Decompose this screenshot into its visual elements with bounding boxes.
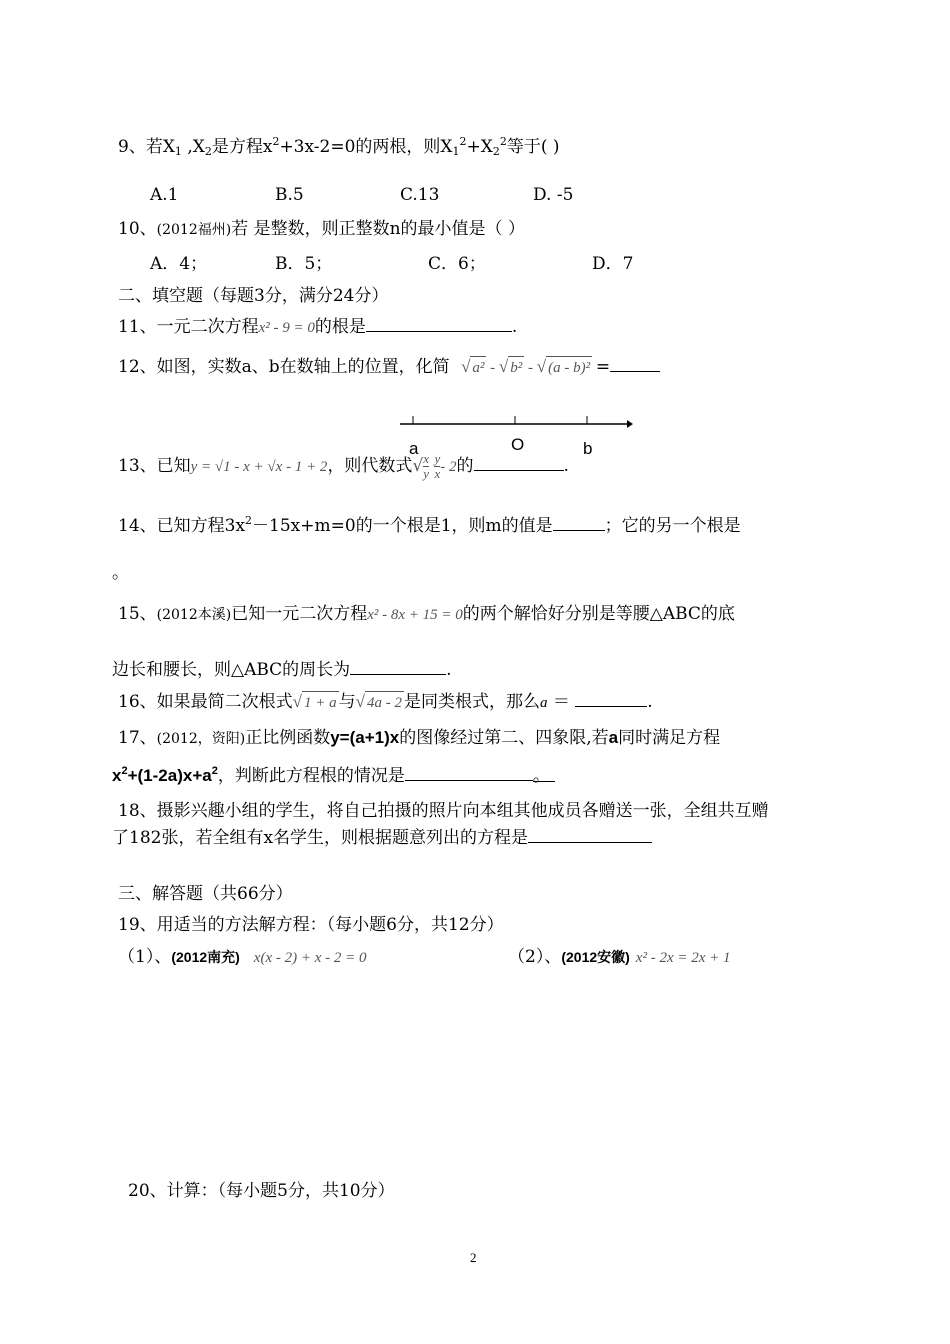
- q17-text: 同时满足方程: [618, 728, 721, 748]
- answer-blank[interactable]: [366, 315, 512, 332]
- q9-line: [118, 136, 560, 158]
- subscript: 1: [174, 145, 182, 158]
- q19-title: 19、用适当的方法解方程：（每小题6分，共12分）: [118, 915, 504, 935]
- q15-text: 边长和腰长，则△ABC的周长为: [112, 660, 351, 680]
- superscript: 2: [245, 514, 253, 527]
- q18-text: 了182张，若全组有x名学生，则根据题意列出的方程是: [112, 828, 529, 848]
- q15-math: x² - 8x + 15 = 0: [367, 607, 463, 623]
- q17-eq: x: [112, 766, 122, 785]
- q13-text: 的: [456, 456, 474, 476]
- axis-label-b: b: [583, 439, 593, 458]
- q9-option-a: A.1: [150, 185, 179, 205]
- q12-text: =: [595, 357, 611, 377]
- q14-text: ；它的另一个根是: [604, 516, 741, 536]
- q10-option-a: A．4；: [150, 254, 208, 274]
- superscript: 2: [459, 135, 467, 148]
- radicand: 1 + a: [302, 691, 339, 714]
- radicand: (a - b)²: [546, 356, 592, 379]
- page-number: 2: [470, 1250, 477, 1265]
- q17-func: y=(a+1)x: [330, 728, 400, 747]
- q12-line: [118, 355, 660, 379]
- q11-line: [118, 315, 517, 339]
- subscript: 2: [204, 145, 212, 158]
- q19-math: x(x - 2) + x - 2 = 0: [253, 950, 367, 966]
- section-3-title: 三、解答题（共66分）: [118, 884, 293, 904]
- q9-option-c: C.13: [400, 185, 440, 205]
- q9-text: 等于( ): [506, 137, 560, 157]
- q16-text: 是同类根式，那么: [403, 692, 540, 712]
- q17-text: ，判断此方程根的情况是: [217, 766, 405, 786]
- q10-line: [118, 218, 525, 241]
- section-2-title: 二、填空题（每题3分，满分24分）: [118, 286, 389, 306]
- axis-label-a: a: [409, 439, 419, 458]
- q17-text: 的图像经过第二、四象限,若: [399, 728, 609, 748]
- q9-text: ,X: [181, 137, 205, 157]
- q11-text: 的根是: [314, 317, 366, 337]
- q17-source: (2012，资阳): [156, 731, 246, 747]
- q16-text: .: [647, 692, 653, 712]
- numerator: y: [434, 451, 441, 466]
- q20-title: 20、计算：（每小题5分，共10分）: [128, 1181, 395, 1201]
- q19-part-2: [508, 946, 731, 969]
- q16-var: a: [539, 695, 548, 711]
- q9-text: 9、若X: [118, 137, 175, 157]
- q19-source: (2012安徽): [561, 949, 630, 965]
- q15-text: .: [446, 660, 452, 680]
- q10-option-c: C．6；: [428, 254, 486, 274]
- q15-text: 的两个解恰好分别是等腰△ABC的底: [462, 604, 735, 624]
- superscript: 2: [211, 765, 218, 777]
- q17-eq: +(1-2a)x+a: [127, 766, 212, 785]
- q13-text: 13、已知: [118, 456, 191, 476]
- q16-text: ＝: [547, 692, 576, 712]
- denominator: y: [423, 466, 430, 481]
- q15-line: [118, 603, 735, 626]
- q19-part-1: [118, 946, 367, 969]
- q14-text: －15x+m=0的一个根是1，则m的值是: [252, 516, 553, 536]
- q11-text: 11、一元二次方程: [118, 317, 259, 337]
- q17-var: a: [608, 728, 619, 747]
- q9-text: 是方程x: [211, 137, 273, 157]
- q10-text: 若 是整数，则正整数n的最小值是（ ）: [231, 219, 525, 239]
- axis-label-o: O: [511, 435, 525, 454]
- q10-option-b: B．5；: [275, 254, 333, 274]
- q14-line: [118, 514, 741, 537]
- q16-math: √ 4a - 2: [356, 695, 404, 711]
- q13-fraction: [423, 452, 429, 481]
- answer-blank[interactable]: [575, 690, 647, 707]
- q15-source: (2012本溪): [156, 607, 232, 623]
- q15-text: 已知一元二次方程: [231, 604, 368, 624]
- q10-source: (2012福州): [156, 222, 232, 238]
- answer-blank[interactable]: [474, 454, 564, 471]
- q12-math: √ a² - √ b² - √ (a - b)²: [461, 360, 596, 376]
- q11-math: x² - 9 = 0: [258, 320, 315, 336]
- q18-line-2: [112, 826, 652, 849]
- q9-text: +X: [466, 137, 493, 157]
- q15-line-2: [112, 658, 452, 681]
- q11-text: .: [511, 317, 518, 337]
- answer-blank[interactable]: [350, 658, 446, 675]
- q16-line: [118, 690, 653, 714]
- q19-label: （1）、: [118, 947, 172, 967]
- answer-blank[interactable]: [405, 764, 533, 781]
- superscript: 2: [499, 135, 507, 148]
- q13-text: ，则代数式: [327, 456, 413, 476]
- q19-source: (2012南充): [171, 949, 240, 965]
- answer-blank[interactable]: [528, 826, 652, 843]
- q17-text: 。: [533, 765, 555, 782]
- q16-text: 16、如果最简二次根式: [118, 692, 293, 712]
- q14-text: 14、已知方程3x: [118, 516, 246, 536]
- radicand: 4a - 2: [365, 691, 404, 714]
- q9-text: +3x-2=0的两根，则X: [279, 137, 453, 157]
- q19-label: （2）、: [508, 947, 562, 967]
- q16-math: √ 1 + a: [293, 695, 339, 711]
- q14-end: 。: [112, 563, 129, 583]
- q17-text: 正比例函数: [245, 728, 331, 748]
- q18-line: 18、摄影兴趣小组的学生，将自己拍摄的照片向本组其他成员各赠送一张，全组共互赠: [118, 801, 769, 821]
- radicand: a²: [470, 356, 486, 379]
- subscript: 2: [492, 145, 500, 158]
- answer-blank[interactable]: [610, 355, 660, 372]
- q19-math: x² - 2x = 2x + 1: [635, 950, 731, 966]
- superscript: 2: [272, 135, 280, 148]
- q16-text: 与: [338, 692, 356, 712]
- q10-text: 10、: [118, 219, 157, 239]
- q15-text: 15、: [118, 604, 157, 624]
- q9-option-d: D. -5: [533, 185, 574, 205]
- answer-blank[interactable]: [553, 514, 605, 531]
- q9-option-b: B.5: [275, 185, 304, 205]
- q17-text: 17、: [118, 728, 157, 748]
- q10-option-d: D．7: [592, 254, 634, 274]
- q17-line: [118, 727, 720, 750]
- q13-math: y = √1 - x + √x - 1 + 2: [190, 459, 328, 475]
- superscript: 2: [121, 765, 128, 777]
- sqrt-icon: √: [412, 456, 424, 476]
- numerator: x: [423, 451, 430, 466]
- q13-line: [118, 452, 569, 481]
- q13-text: .: [563, 456, 569, 476]
- q12-text: 12、如图，实数a、b在数轴上的位置，化简: [118, 357, 450, 377]
- denominator: x: [434, 466, 441, 481]
- axis-arrow: [627, 420, 633, 428]
- subscript: 1: [452, 145, 460, 158]
- q13-math: - 2: [440, 459, 457, 475]
- q17-line-2: [112, 764, 555, 787]
- radicand: b²: [508, 356, 524, 379]
